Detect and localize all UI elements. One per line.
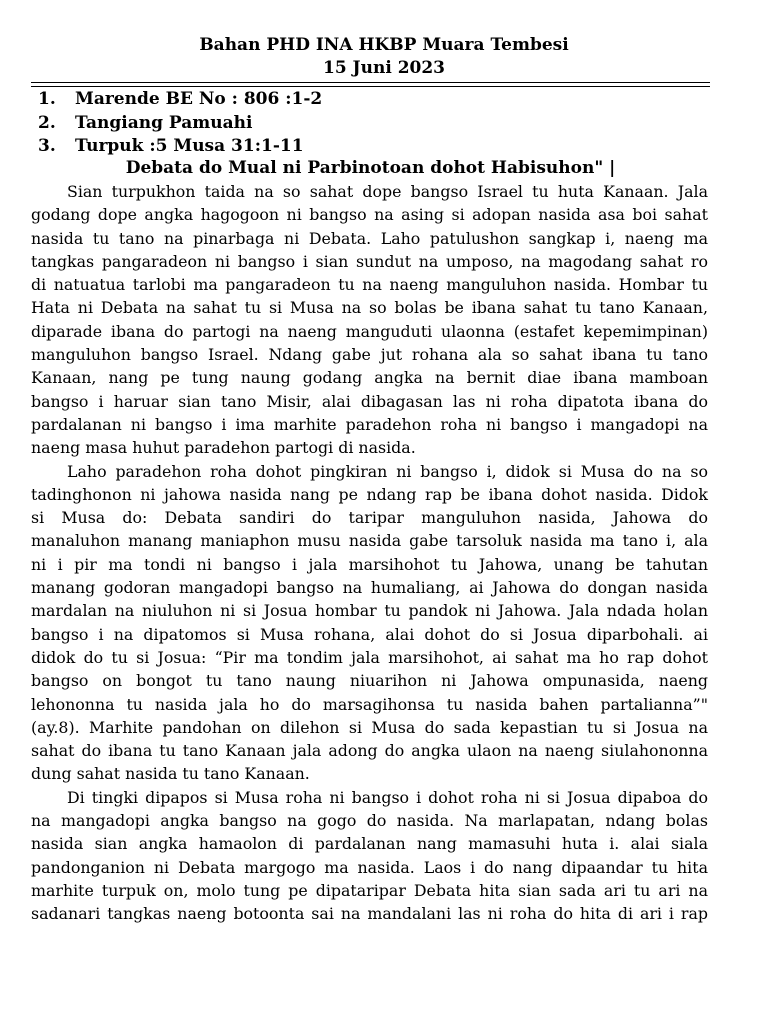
list-item-number: 2. <box>38 112 56 133</box>
text-line: diparade ibana do partogi na naeng manguduti ulaonna (estafet kepemimpinan) <box>31 321 708 341</box>
document-date: 15 Juni 2023 <box>322 58 446 78</box>
paragraph <box>31 180 708 460</box>
document-body <box>31 180 708 926</box>
text-line: sadanari tangkas naeng botoonta sai na mandalani las ni roha do hita di ari i rap <box>31 904 708 924</box>
text-line: manguluhon bangso Israel. Ndang gabe jut rohana ala so sahat ibana tu tano <box>31 345 708 365</box>
list-item <box>31 135 322 159</box>
document-header <box>0 34 768 80</box>
paragraph <box>31 460 708 786</box>
text-line: godang dope angka hagogoon ni bangso na asing si adopan nasida asa boi sahat <box>31 205 708 225</box>
text-line: marhite turpuk on, molo tung pe dipataripar Debata hita sian sada ari tu ari na <box>31 880 708 900</box>
text-line: Laho paradehon roha dohot pingkiran ni bangso i, didok si Musa do na so <box>67 461 708 481</box>
text-line: Hata ni Debata na sahat tu si Musa na so bolas be ibana sahat tu tano Kanaan, <box>31 298 708 318</box>
text-line: Sian turpukhon taida na so sahat dope bangso Israel tu huta Kanaan. Jala <box>67 182 708 201</box>
list-item-text: Turpuk :5 Musa 31:1-11 <box>75 136 304 156</box>
list-item-text: Tangiang Pamuahi <box>75 112 253 133</box>
list-item-number: 3. <box>38 136 56 156</box>
text-line: nasida tu tano na pinarbaga ni Debata. Laho patulushon sangkap i, naeng ma <box>31 228 708 248</box>
list-item-number: 1. <box>38 89 56 109</box>
text-line: Di tingki dipapos si Musa roha ni bangso i dohot roha ni si Josua dipaboa do <box>67 787 708 807</box>
text-line: nasida sian angka hamaolon di pardalanan nang mamasuhi huta i. alai siala <box>31 834 708 854</box>
text-line: bangso i haruar sian tano Misir, alai dibagasan las ni roha dipatota ibana do <box>31 391 708 411</box>
paragraph <box>31 786 708 926</box>
text-line: naeng masa huhut paradehon partogi di nasida. <box>31 438 416 458</box>
list-item-text: Marende BE No : 806 :1-2 <box>75 89 323 109</box>
text-line: didok do tu si Josua: “Pir ma tondim jala marsihohot, ai sahat ma ho rap dohot <box>31 647 708 667</box>
outline-list <box>31 88 322 159</box>
header-divider-top <box>31 82 710 83</box>
sermon-subtitle: Debata do Mual ni Parbinotoan dohot Habisuhon" | <box>125 158 616 178</box>
text-line: si Musa do: Debata sandiri do taripar manguluhon nasida, Jahowa do <box>31 508 708 528</box>
header-divider-bottom <box>31 86 710 87</box>
document-title: Bahan PHD INA HKBP Muara Tembesi <box>199 35 569 55</box>
text-line: Kanaan, nang pe tung naung godang angka na bernit diae ibana mamboan <box>31 368 708 388</box>
text-line: bangso on bongot tu tano naung niuarihon ni Jahowa ompunasida, naeng <box>31 671 708 691</box>
text-line: pardalanan ni bangso i ima marhite paradehon roha ni bangso i mangadopi na <box>31 414 708 434</box>
text-line: tadinghonon ni jahowa nasida nang pe ndang rap be ibana dohot nasida. Didok <box>31 484 708 504</box>
list-item <box>31 112 322 136</box>
text-line: manaluhon manang maniaphon musu nasida gabe tarsoluk nasida ma tano i, ala <box>31 531 708 551</box>
list-item <box>31 88 322 112</box>
text-line: di natuatua tarlobi ma pangaradeon tu na naeng manguluhon nasida. Hombar tu <box>31 275 708 295</box>
text-line: mardalan na niuluhon ni si Josua hombar tu pandok ni Jahowa. Jala ndada holan <box>31 601 708 621</box>
text-line: pandonganion ni Debata margogo ma nasida. Laos i do nang dipaandar tu hita <box>31 857 708 877</box>
text-line: tangkas pangaradeon ni bangso i sian sundut na umposo, na magodang sahat ro <box>31 251 708 271</box>
text-line: bangso i na dipatomos si Musa rohana, alai dohot do si Josua diparbohali. ai <box>31 624 708 644</box>
text-line: na mangadopi angka bangso na gogo do nasida. Na marlapatan, ndang bolas <box>31 811 708 831</box>
text-line: (ay.8). Marhite pandohan on dilehon si Musa do sada kepastian tu si Josua na <box>31 717 708 737</box>
text-line: ni i pir ma tondi ni bangso i jala marsihohot tu Jahowa, unang be tahutan <box>31 554 708 574</box>
text-line: dung sahat nasida tu tano Kanaan. <box>31 764 310 784</box>
text-line: manang godoran mangadopi bangso na humaliang, ai Jahowa do dongan nasida <box>31 578 708 598</box>
text-line: sahat do ibana tu tano Kanaan jala adong do angka ulaon na naeng siulahononna <box>31 741 708 761</box>
text-line: lehononna tu nasida jala ho do marsagihonsa tu nasida bahen partalianna”" <box>31 694 708 714</box>
